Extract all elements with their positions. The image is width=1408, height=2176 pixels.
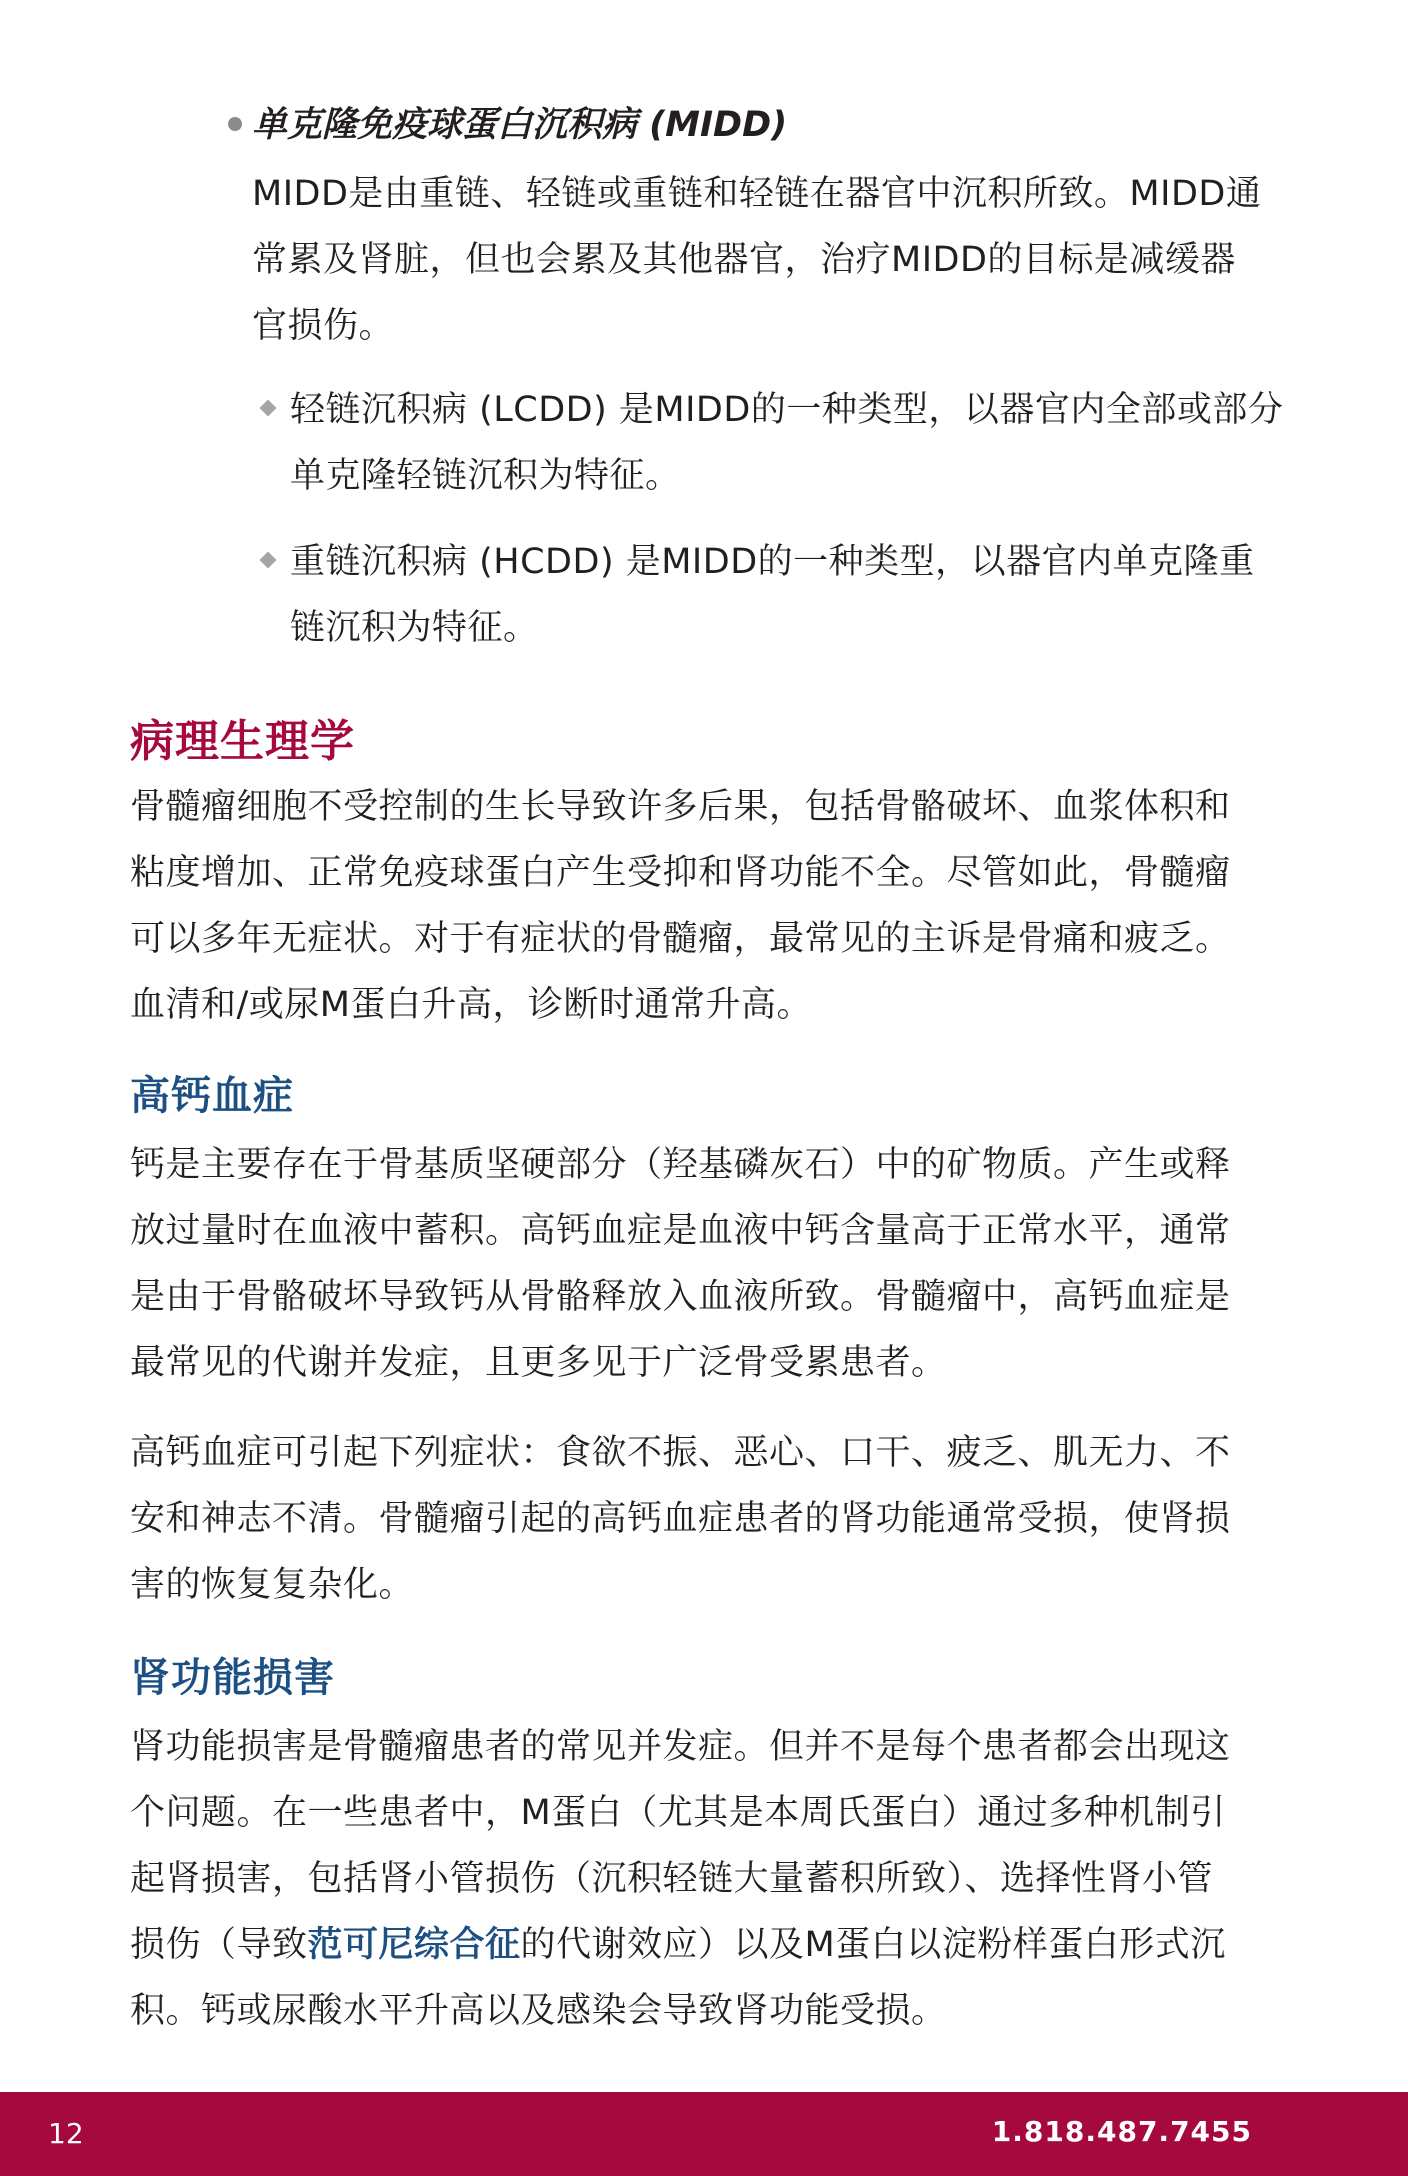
renal-line: 起肾损害，包括肾小管损伤（沉积轻链大量蓄积所致）、选择性肾小管 [130, 1859, 1214, 1899]
hypercalcemia-para2 [130, 1420, 1300, 1618]
pathophysiology-body [130, 774, 1300, 1038]
hcdd-line: 链沉积为特征。 [290, 608, 539, 648]
renal-line-with-link [130, 1912, 1300, 1978]
hypercalcemia-line: 最常见的代谢并发症，且更多见于广泛骨受累患者。 [130, 1343, 947, 1383]
midd-body-line: 官损伤。 [252, 306, 395, 346]
renal-line4-pre: 损伤（导致 [130, 1925, 308, 1965]
hypercalcemia-para1 [130, 1132, 1300, 1396]
hcdd-line: 重链沉积病 (HCDD) 是MIDD的一种类型，以器官内单克隆重 [290, 542, 1255, 582]
renal-line4-post: 的代谢效应）以及M蛋白以淀粉样蛋白形式沉 [520, 1925, 1226, 1965]
pathophysiology-line: 血清和/或尿M蛋白升高，诊断时通常升高。 [130, 985, 812, 1025]
pathophysiology-line: 骨髓瘤细胞不受控制的生长导致许多后果，包括骨骼破坏、血浆体积和 [130, 787, 1231, 827]
hypercalcemia-heading: 高钙血症 [130, 1073, 294, 1119]
phone-number: 1.818.487.7455 [991, 2115, 1252, 2148]
page-number: 12 [48, 2117, 84, 2150]
pathophysiology-heading: 病理生理学 [130, 716, 355, 767]
hypercalcemia-line: 是由于骨骼破坏导致钙从骨骼释放入血液所致。骨髓瘤中，高钙血症是 [130, 1277, 1231, 1317]
renal-line: 积。钙或尿酸水平升高以及感染会导致肾功能受损。 [130, 1991, 947, 2031]
midd-body-line: 常累及肾脏，但也会累及其他器官，治疗MIDD的目标是减缓器 [252, 240, 1236, 280]
pathophysiology-line: 粘度增加、正常免疫球蛋白产生受抑和肾功能不全。尽管如此，骨髓瘤 [130, 853, 1231, 893]
hypercalcemia-line: 钙是主要存在于骨基质坚硬部分（羟基磷灰石）中的矿物质。产生或释 [130, 1145, 1231, 1185]
hcdd-item [290, 529, 1300, 661]
renal-line: 肾功能损害是骨髓瘤患者的常见并发症。但并不是每个患者都会出现这 [130, 1727, 1231, 1767]
lcdd-item [290, 377, 1300, 509]
renal-body [130, 1714, 1300, 2044]
diamond-bullet-icon [260, 552, 277, 569]
hypercalcemia-line: 高钙血症可引起下列症状：食欲不振、恶心、口干、疲乏、肌无力、不 [130, 1433, 1231, 1473]
footer-bar [0, 2092, 1408, 2176]
renal-heading: 肾功能损害 [130, 1655, 335, 1701]
hypercalcemia-line: 放过量时在血液中蓄积。高钙血症是血液中钙含量高于正常水平，通常 [130, 1211, 1231, 1251]
lcdd-line: 轻链沉积病 (LCDD) 是MIDD的一种类型，以器官内全部或部分 [290, 390, 1284, 430]
pathophysiology-line: 可以多年无症状。对于有症状的骨髓瘤，最常见的主诉是骨痛和疲乏。 [130, 919, 1231, 959]
hypercalcemia-line: 安和神志不清。骨髓瘤引起的高钙血症患者的肾功能通常受损，使肾损 [130, 1499, 1231, 1539]
hypercalcemia-line: 害的恢复复杂化。 [130, 1565, 415, 1605]
fanconi-syndrome-link[interactable]: 范可尼综合征 [307, 1925, 521, 1965]
lcdd-line: 单克隆轻链沉积为特征。 [290, 456, 681, 496]
midd-body-line: MIDD是由重链、轻链或重链和轻链在器官中沉积所致。MIDD通 [252, 174, 1262, 214]
renal-line: 个问题。在一些患者中，M蛋白（尤其是本周氏蛋白）通过多种机制引 [130, 1793, 1226, 1833]
diamond-bullet-icon [260, 400, 277, 417]
midd-body [252, 161, 1292, 359]
midd-heading: 单克隆免疫球蛋白沉积病 (MIDD) [252, 105, 788, 145]
bullet-dot-icon [228, 117, 242, 131]
